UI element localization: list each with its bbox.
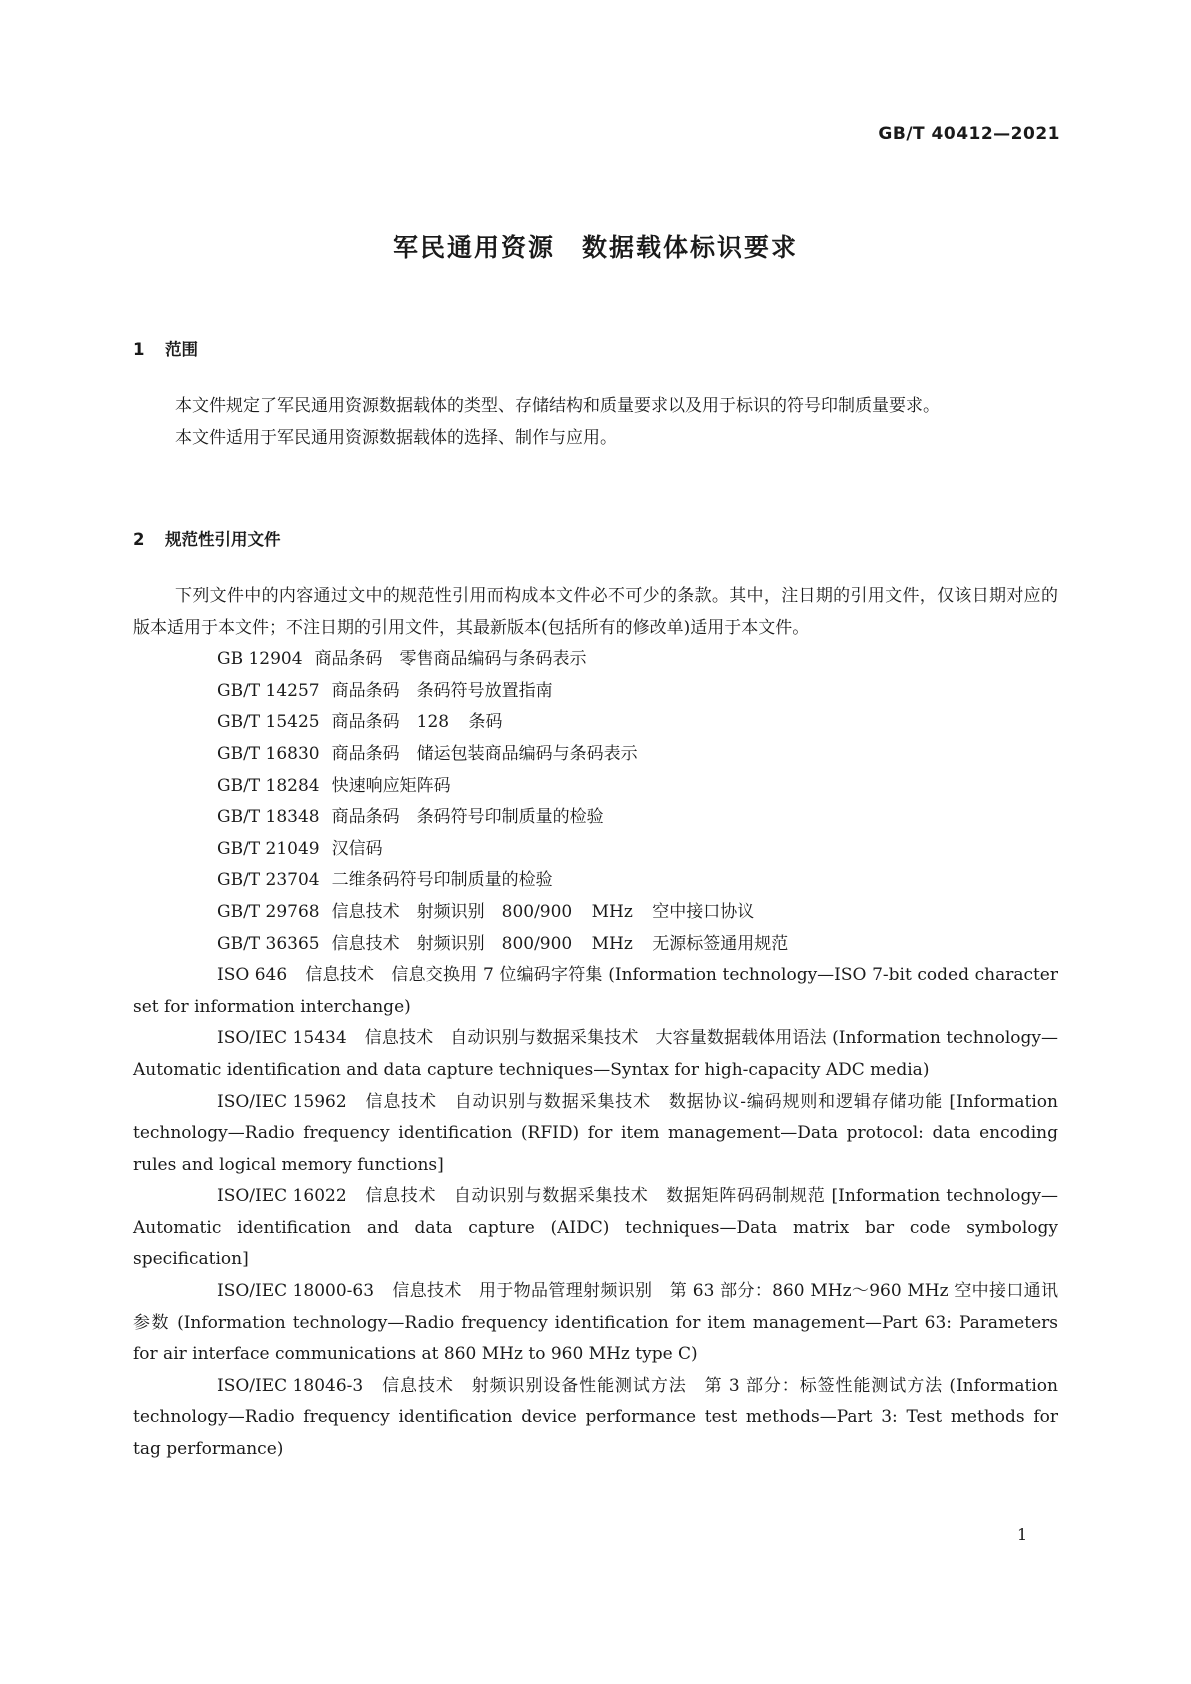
reference-title: 信息技术 射频识别 800/900 MHz 空中接口协议: [331, 901, 755, 922]
section-1-number: 1: [133, 340, 145, 359]
reference-item: [133, 1087, 1058, 1182]
reference-item: [133, 771, 1058, 803]
reference-title: 信息技术 射频识别设备性能测试方法 第 3 部分：标签性能测试方法 (Information technology—Radio frequency identification device performance test methods—Part 3: Test methods for tag performance): [133, 1375, 1058, 1460]
reference-title: 汉信码: [331, 838, 383, 859]
reference-item: [133, 929, 1058, 961]
reference-code: GB/T 18348: [217, 807, 320, 828]
section-2-body: [133, 581, 1058, 1466]
document-title: 军民通用资源 数据载体标识要求: [392, 233, 798, 262]
reference-title: 商品条码 128 条码: [331, 712, 503, 733]
reference-title: 商品条码 储运包装商品编码与条码表示: [331, 743, 638, 764]
reference-code: GB/T 36365: [217, 933, 320, 954]
section-2-heading: [133, 526, 281, 550]
reference-title: 商品条码 条码符号印制质量的检验: [331, 807, 604, 828]
reference-code: ISO/IEC 16022: [217, 1186, 347, 1207]
reference-item: [133, 834, 1058, 866]
reference-item: [133, 739, 1058, 771]
reference-code: ISO/IEC 15962: [217, 1091, 347, 1112]
reference-code: GB/T 29768: [217, 901, 320, 922]
reference-title: 商品条码 条码符号放置指南: [331, 680, 553, 701]
scope-paragraph-2: 本文件适用于军民通用资源数据载体的选择、制作与应用。: [175, 427, 617, 448]
reference-title: 二维条码符号印制质量的检验: [331, 870, 553, 891]
reference-code: GB/T 15425: [217, 712, 320, 733]
reference-title: 快速响应矩阵码: [331, 775, 451, 796]
reference-code: GB/T 21049: [217, 838, 320, 859]
reference-item: [133, 897, 1058, 929]
scope-paragraph-1: 本文件规定了军民通用资源数据载体的类型、存储结构和质量要求以及用于标识的符号印制质量要求。: [175, 396, 940, 416]
reference-title: 商品条码 零售商品编码与条码表示: [314, 649, 587, 670]
reference-item: [133, 707, 1058, 739]
reference-item: [133, 676, 1058, 708]
reference-code: ISO 646: [217, 965, 288, 986]
reference-code: GB/T 18284: [217, 775, 320, 796]
reference-code: ISO/IEC 18046-3: [217, 1375, 364, 1396]
reference-code: GB/T 23704: [217, 870, 320, 891]
reference-item: [133, 644, 1058, 676]
section-2-title: 规范性引用文件: [165, 530, 281, 549]
reference-title: 信息技术 自动识别与数据采集技术 数据协议-编码规则和逻辑存储功能 [Information technology—Radio frequency identification (RFID) for item management—Data protocol: data encoding rules and logical memory functions]: [133, 1091, 1058, 1175]
reference-title: 信息技术 信息交换用 7 位编码字符集 (Information technology—ISO 7-bit coded character set for information interchange): [133, 965, 1058, 1017]
reference-item: [133, 802, 1058, 834]
reference-item: [133, 865, 1058, 897]
reference-title: 信息技术 自动识别与数据采集技术 大容量数据载体用语法 (Information technology—Automatic identification and data capture techniques—Syntax for high-capacity ADC media): [133, 1028, 1058, 1080]
reference-code: ISO/IEC 18000-63: [217, 1281, 375, 1302]
reference-item: [133, 1276, 1058, 1371]
section-1-heading: [133, 336, 198, 360]
reference-item: [133, 1023, 1058, 1086]
reference-item: [133, 1181, 1058, 1276]
reference-title: 信息技术 射频识别 800/900 MHz 无源标签通用规范: [331, 933, 789, 954]
reference-code: ISO/IEC 15434: [217, 1028, 347, 1049]
reference-title: 信息技术 用于物品管理射频识别 第 63 部分：860 MHz～960 MHz 空中接口通讯参数 (Information technology—Radio frequency identification for item management—Part 63: Parameters for air interface communications at 860 MHz to 960 MHz type C): [133, 1281, 1058, 1365]
reference-title: 信息技术 自动识别与数据采集技术 数据矩阵码码制规范 [Information technology—Automatic identification and data capture (AIDC) techniques—Data matrix bar code symbology specification]: [133, 1186, 1058, 1270]
references-intro: 下列文件中的内容通过文中的规范性引用而构成本文件必不可少的条款。其中，注日期的引用文件，仅该日期对应的版本适用于本文件；不注日期的引用文件，其最新版本(包括所有的修改单)适用于本文件。: [133, 586, 1058, 638]
reference-code: GB 12904: [217, 649, 303, 670]
section-1-body: [133, 391, 1058, 454]
reference-code: GB/T 16830: [217, 743, 320, 764]
reference-item: [133, 960, 1058, 1023]
reference-code: GB/T 14257: [217, 680, 320, 701]
reference-item: [133, 1371, 1058, 1466]
page-number: 1: [1017, 1525, 1028, 1544]
standard-code: GB/T 40412—2021: [878, 124, 1060, 144]
section-1-title: 范围: [165, 340, 198, 359]
section-2-number: 2: [133, 530, 145, 549]
